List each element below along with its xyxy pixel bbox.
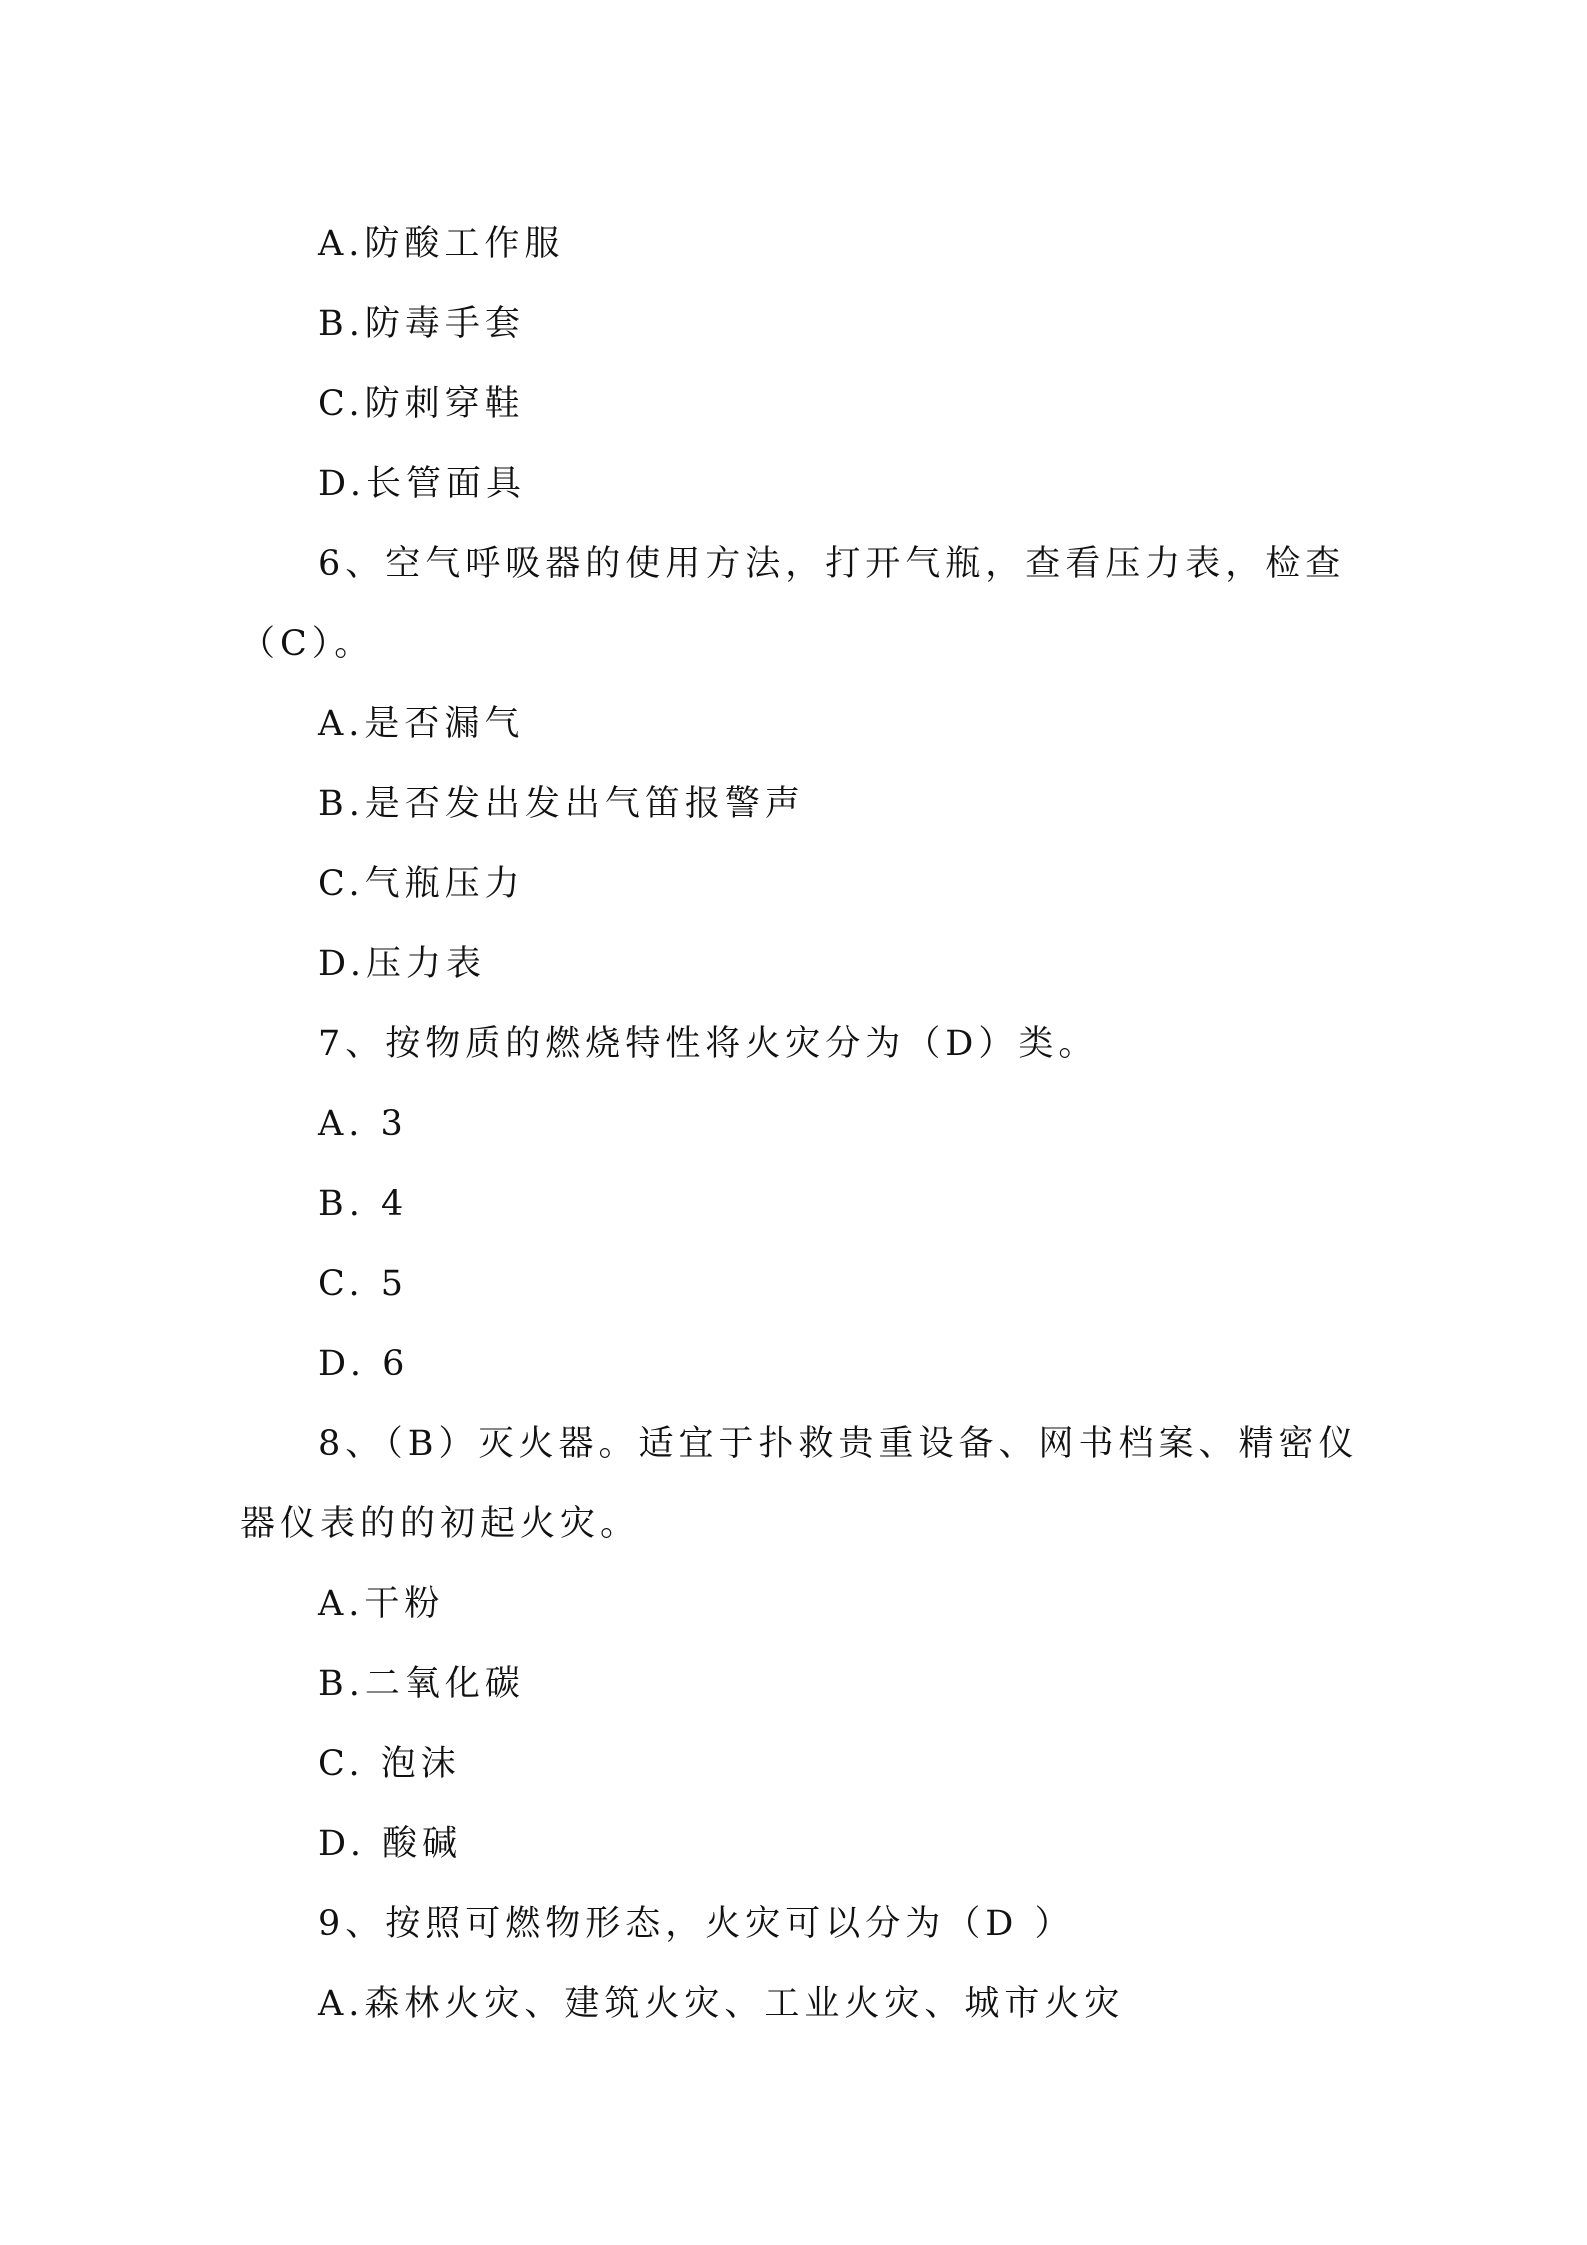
q5-option-a: A.防酸工作服 — [318, 224, 565, 264]
q6-option-b: B.是否发出发出气笛报警声 — [318, 784, 805, 824]
q7-option-a: A. 3 — [318, 1104, 408, 1144]
question-6-text: 6、空气呼吸器的使用方法，打开气瓶，查看压力表，检查 — [318, 544, 1346, 584]
question-8-text: 8、（B）灭火器。适宜于扑救贵重设备、网书档案、精密仪 — [318, 1424, 1359, 1464]
q5-option-c: C.防刺穿鞋 — [318, 384, 525, 424]
q8-option-b: B.二氧化碳 — [318, 1664, 525, 1704]
q7-option-d: D. 6 — [318, 1344, 410, 1384]
question-8-text-continued: 器仪表的的初起火灾。 — [240, 1504, 641, 1544]
q9-option-a: A.森林火灾、建筑火灾、工业火灾、城市火灾 — [318, 1984, 1125, 2024]
q7-option-b: B. 4 — [318, 1184, 409, 1224]
q6-option-a: A.是否漏气 — [318, 704, 525, 744]
question-6-text-continued: （C）。 — [240, 624, 375, 664]
q6-option-d: D.压力表 — [318, 944, 486, 984]
q8-option-c: C. 泡沫 — [318, 1744, 461, 1784]
q6-option-c: C.气瓶压力 — [318, 864, 525, 904]
question-9-text: 9、按照可燃物形态，火灾可以分为（D ） — [318, 1904, 1075, 1944]
q5-option-b: B.防毒手套 — [318, 304, 525, 344]
q7-option-c: C. 5 — [318, 1264, 409, 1304]
question-7-text: 7、按物质的燃烧特性将火灾分为（D）类。 — [318, 1024, 1099, 1064]
q8-option-d: D. 酸碱 — [318, 1824, 463, 1864]
q8-option-a: A.干粉 — [318, 1584, 445, 1624]
q5-option-d: D.长管面具 — [318, 464, 526, 504]
